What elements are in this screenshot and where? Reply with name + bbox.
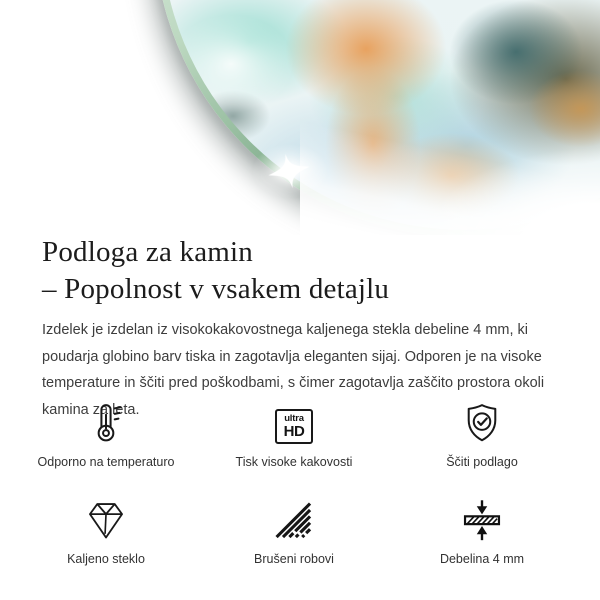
marble-print-surface <box>161 0 600 230</box>
feature-label: Brušeni robovi <box>254 552 334 566</box>
feature-polished-edges <box>200 493 388 566</box>
feature-tempered-glass <box>12 493 200 566</box>
ultra-hd-badge-bottom: HD <box>283 423 305 440</box>
page-title-line2: – Popolnost v vsakem detajlu <box>42 273 390 305</box>
page-title <box>42 234 600 308</box>
thermometer-icon <box>84 396 128 446</box>
polished-edges-icon <box>272 493 316 543</box>
description-section <box>0 230 600 423</box>
product-description: Izdelek je izdelan iz visokokakovostnega kaljenega stekla debeline 4 mm, ki poudarja globino barv tiska in zagotavlja eleganten sijaj. Odporen je na visoke temperature in ščiti pred poškodbami, s čimer zagotavlja zaščito prostora okoli kamina za leta. <box>42 322 545 418</box>
ultra-hd-icon <box>275 396 313 446</box>
shield-check-icon <box>460 396 504 446</box>
feature-label: Debelina 4 mm <box>439 552 525 566</box>
feature-protection <box>388 396 576 469</box>
diamond-icon <box>83 493 129 543</box>
product-hero-image <box>0 0 600 235</box>
feature-label: Ščiti podlago <box>446 455 518 469</box>
feature-label: Odporno na temperaturo <box>37 455 175 469</box>
page-title-line1: Podloga za kamin <box>42 236 253 268</box>
feature-thickness <box>388 493 576 566</box>
feature-label: Kaljeno steklo <box>67 552 145 566</box>
features-grid <box>12 396 576 566</box>
feature-label: Tisk visoke kakovosti <box>235 455 353 469</box>
feature-print-quality <box>200 396 388 469</box>
feature-temperature <box>12 396 200 469</box>
thickness-icon <box>460 493 504 543</box>
ultra-hd-badge-top: ultra <box>284 413 304 424</box>
